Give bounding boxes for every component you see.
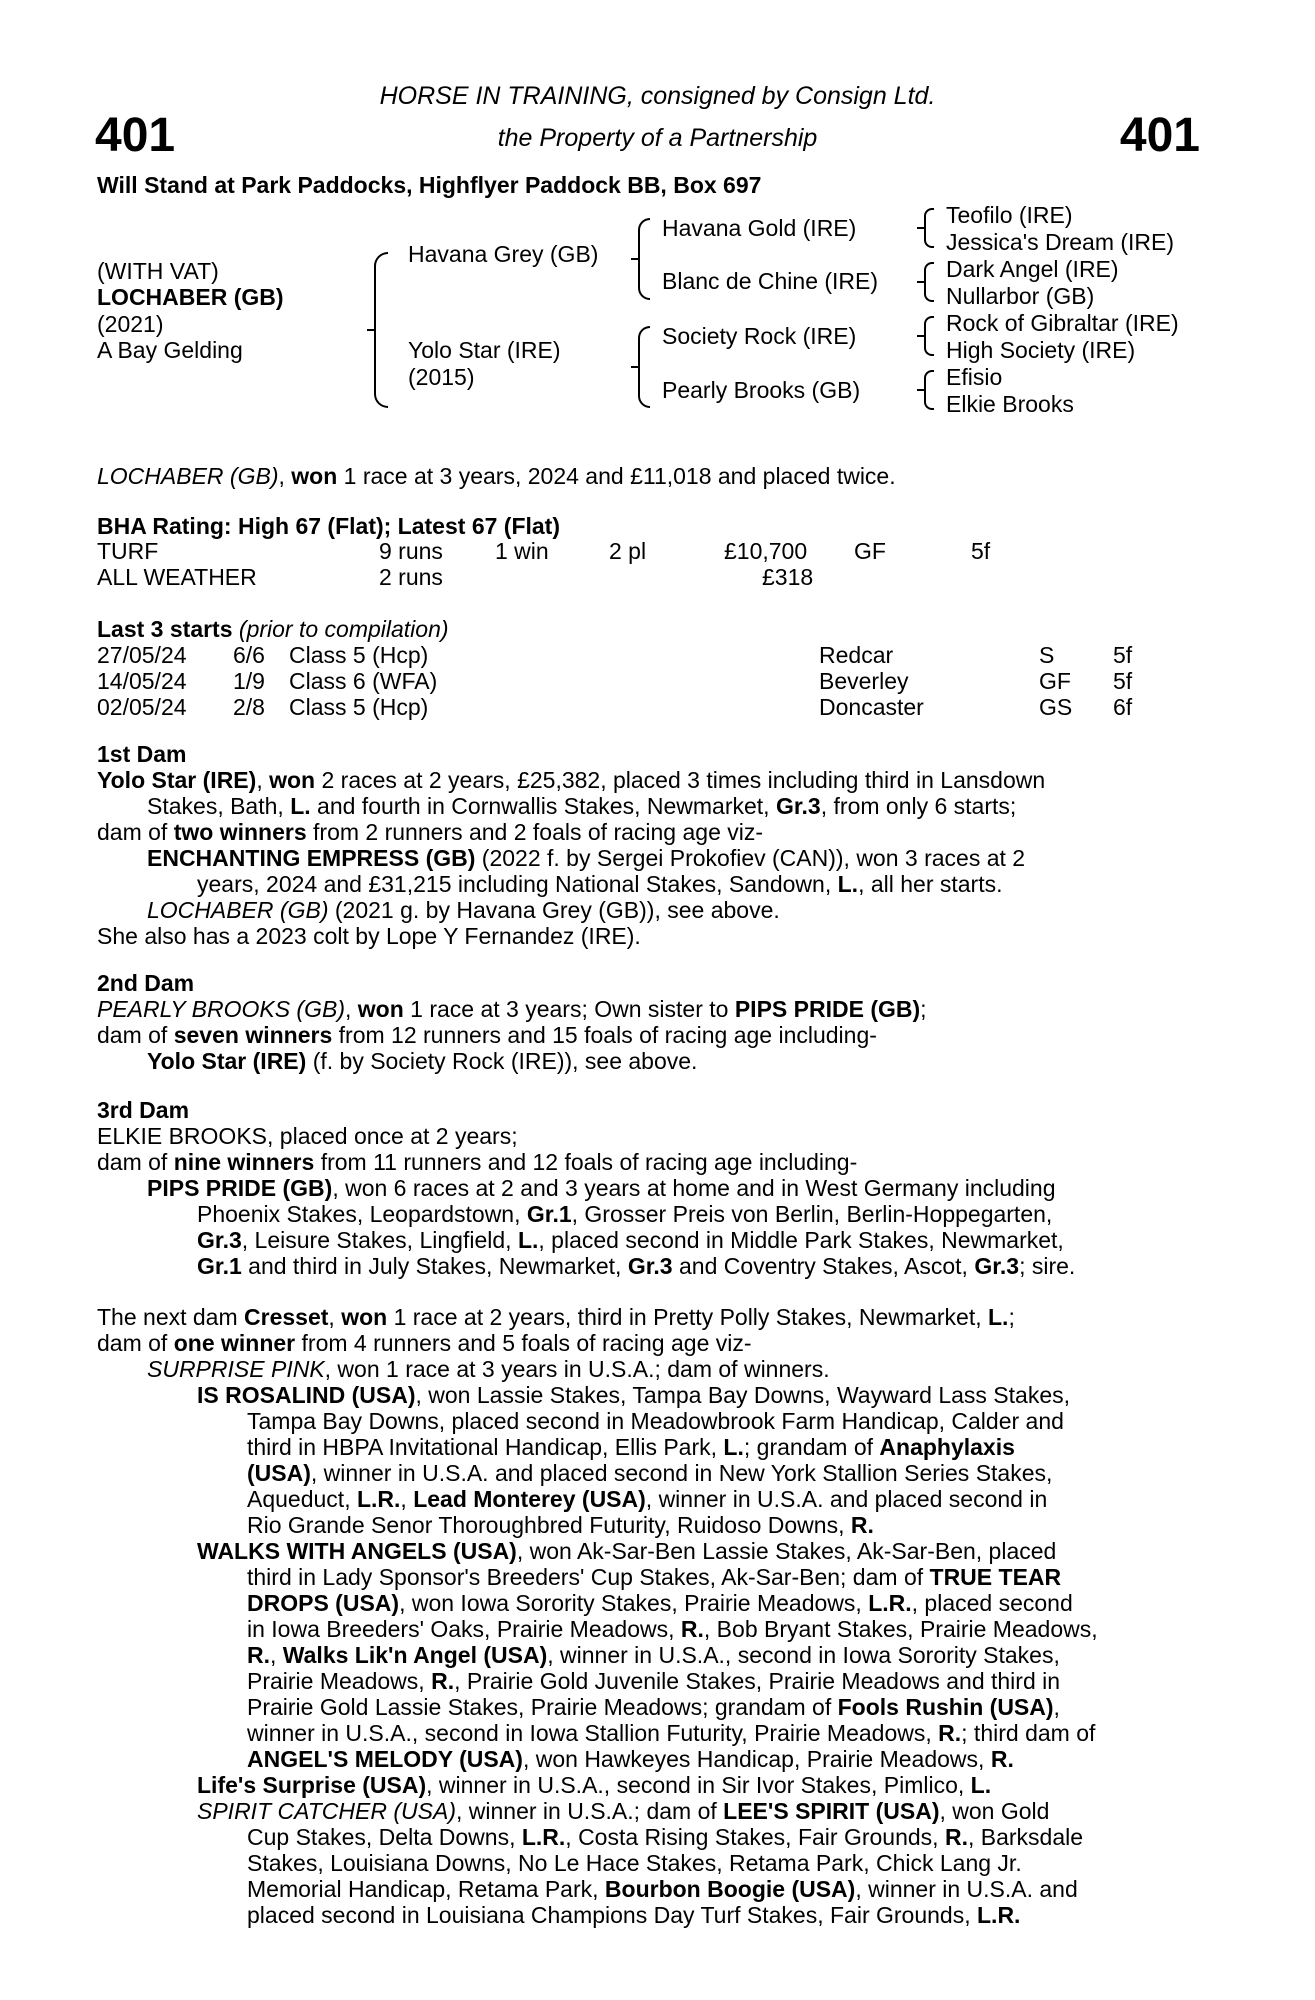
start-class: Class 5 (Hcp)	[289, 642, 429, 668]
sire-sire: Havana Gold (IRE)	[662, 215, 857, 241]
turf-runs: 9 runs	[379, 538, 443, 564]
first-dam-title: 1st Dam	[97, 741, 187, 767]
race-summary: LOCHABER (GB), won 1 race at 3 years, 2024 and £11,018 and placed twice.	[97, 463, 896, 489]
grandsire-7: Efisio	[946, 364, 1003, 390]
property-line: the Property of a Partnership	[497, 124, 818, 152]
lot-number-left: 401	[95, 109, 176, 162]
aw-label: ALL WEATHER	[97, 564, 257, 590]
rating-table	[97, 538, 1197, 592]
pedigree-brace-g4	[924, 370, 934, 410]
start-date: 02/05/24	[97, 694, 187, 720]
aw-prize: £318	[762, 564, 814, 590]
pedigree-brace-g1	[924, 208, 934, 248]
vat-label: (WITH VAT)	[97, 258, 219, 284]
pedigree-brace-g3	[924, 316, 934, 356]
grandsire-1: Teofilo (IRE)	[946, 202, 1073, 228]
grandsire-2: Jessica's Dream (IRE)	[946, 229, 1175, 255]
grandsire-5: Rock of Gibraltar (IRE)	[946, 310, 1179, 336]
turf-prize: £10,700	[724, 538, 808, 564]
start-class: Class 5 (Hcp)	[289, 694, 429, 720]
start-date: 14/05/24	[97, 668, 187, 694]
last-starts-title: Last 3 starts (prior to compilation)	[97, 616, 449, 642]
grandsire-3: Dark Angel (IRE)	[946, 256, 1119, 282]
stand-location: Will Stand at Park Paddocks, Highflyer Paddock BB, Box 697	[97, 172, 762, 198]
start-going: GF	[1039, 668, 1071, 694]
next-dam-text: The next dam Cresset, won 1 race at 2 years, third in Pretty Polly Stakes, Newmarket, L.; dam of one winner from 4 runners and 5 foals of racing age viz- SURPRISE PINK, won 1 race at 3 years in U.S.A.; dam of winners. IS ROSALIND (USA), won Lassie Stakes, Tampa Bay Downs, Wayward Lass Stakes, Tampa Bay Downs, placed second in Meadowbrook Farm Handicap, Calder and third in HBPA Invitational Handicap, Ellis Park, L.; grandam of Anaphylaxis (USA), winner in U.S.A. and placed second in New York Stallion Series Stakes, Aqueduct, L.R., Lead Monterey (USA), winner in U.S.A. and placed second in Rio Grande Senor Thoroughbred Futurity, Ruidoso Downs, R. WALKS WITH ANGELS (USA), won Ak-Sar-Ben Lassie Stakes, Ak-Sar-Ben, placed third in Lady Sponsor's Breeders' Cup Stakes, Ak-Sar-Ben; dam of TRUE TEAR DROPS (USA), won Iowa Sorority Stakes, Prairie Meadows, L.R., placed second in Iowa Breeders' Oaks, Prairie Meadows, R., Bob Bryant Stakes, Prairie Meadows, R., Walks Lik'n Angel (USA), winner in U.S.A., second in Iowa Sorority Stakes, Prairie Meadows, R., Prairie Gold Juvenile Stakes, Prairie Meadows and third in Prairie Gold Lassie Stakes, Prairie Meadows; grandam of Fools Rushin (USA), winner in U.S.A., second in Iowa Stallion Futurity, Prairie Meadows, R.; third dam of ANGEL'S MELODY (USA), won Hawkeyes Handicap, Prairie Meadows, R. Life's Surprise (USA), winner in U.S.A., second in Sir Ivor Stakes, Pimlico, L. SPIRIT CATCHER (USA), winner in U.S.A.; dam of LEE'S SPIRIT (USA), won Gold Cup Stakes, Delta Downs, L.R., Costa Rising Stakes, Fair Grounds, R., Barksdale Stakes, Louisiana Downs, No Le Hace Stakes, Retama Park, Chick Lang Jr. Memorial Handicap, Retama Park, Bourbon Boogie (USA), winner in U.S.A. and placed second in Louisiana Champions Day Turf Stakes, Fair Grounds, L.R.	[97, 1304, 1098, 1928]
pedigree-brace-dam	[638, 326, 650, 408]
horse-name: LOCHABER (GB)	[97, 284, 284, 310]
start-distance: 6f	[1113, 694, 1133, 720]
third-dam-text: ELKIE BROOKS, placed once at 2 years; dam of nine winners from 11 runners and 12 foals of racing age including- PIPS PRIDE (GB), won 6 races at 2 and 3 years at home and in West Germany including Phoenix Stakes, Leopardstown, Gr.1, Grosser Preis von Berlin, Berlin-Hoppegarten, Gr.3, Leisure Stakes, Lingfield, L., placed second in Middle Park Stakes, Newmarket, Gr.1 and third in July Stakes, Newmarket, Gr.3 and Coventry Stakes, Ascot, Gr.3; sire.	[97, 1123, 1076, 1279]
sire-name: Havana Grey (GB)	[408, 241, 599, 267]
sire-dam: Blanc de Chine (IRE)	[662, 268, 879, 294]
horse-description: A Bay Gelding	[97, 337, 243, 363]
start-position: 6/6	[233, 642, 265, 668]
pedigree-brace-main	[374, 252, 388, 408]
turf-label: TURF	[97, 538, 159, 564]
start-position: 2/8	[233, 694, 265, 720]
pedigree-brace-sire	[638, 218, 650, 300]
start-going: S	[1039, 642, 1055, 668]
consignor-line: HORSE IN TRAINING, consigned by Consign Ltd.	[379, 82, 936, 110]
grandsire-4: Nullarbor (GB)	[946, 283, 1095, 309]
start-distance: 5f	[1113, 668, 1133, 694]
start-going: GS	[1039, 694, 1073, 720]
bha-rating-title: BHA Rating: High 67 (Flat); Latest 67 (Flat)	[97, 513, 560, 539]
start-position: 1/9	[233, 668, 265, 694]
lot-number-right: 401	[1119, 109, 1200, 162]
turf-wins: 1 win	[495, 538, 549, 564]
dam-dam: Pearly Brooks (GB)	[662, 377, 861, 403]
start-date: 27/05/24	[97, 642, 187, 668]
start-course: Beverley	[819, 668, 909, 694]
start-class: Class 6 (WFA)	[289, 668, 438, 694]
start-distance: 5f	[1113, 642, 1133, 668]
second-dam-text: PEARLY BROOKS (GB), won 1 race at 3 years; Own sister to PIPS PRIDE (GB); dam of seven winners from 12 runners and 15 foals of racing age including- Yolo Star (IRE) (f. by Society Rock (IRE)), see above.	[97, 996, 927, 1074]
grandsire-8: Elkie Brooks	[946, 391, 1074, 417]
turf-going: GF	[854, 538, 886, 564]
aw-runs: 2 runs	[379, 564, 443, 590]
dam-name: Yolo Star (IRE)	[408, 337, 561, 363]
first-dam-text: Yolo Star (IRE), won 2 races at 2 years, £25,382, placed 3 times including third in Lansdown Stakes, Bath, L. and fourth in Cornwallis Stakes, Newmarket, Gr.3, from only 6 starts; dam of two winners from 2 runners and 2 foals of racing age viz- ENCHANTING EMPRESS (GB) (2022 f. by Sergei Prokofiev (CAN)), won 3 races at 2 years, 2024 and £31,215 including National Stakes, Sandown, L., all her starts. LOCHABER (GB) (2021 g. by Havana Grey (GB)), see above. She also has a 2023 colt by Lope Y Fernandez (IRE).	[97, 767, 1046, 949]
horse-year: (2021)	[97, 311, 164, 337]
second-dam-title: 2nd Dam	[97, 970, 195, 996]
turf-placed: 2 pl	[609, 538, 647, 564]
start-course: Doncaster	[819, 694, 924, 720]
turf-distance: 5f	[971, 538, 991, 564]
dam-year: (2015)	[408, 364, 475, 390]
last-starts-table	[97, 642, 1197, 722]
pedigree-brace-g2	[924, 262, 934, 302]
third-dam-title: 3rd Dam	[97, 1097, 190, 1123]
start-course: Redcar	[819, 642, 894, 668]
grandsire-6: High Society (IRE)	[946, 337, 1136, 363]
dam-sire: Society Rock (IRE)	[662, 323, 857, 349]
